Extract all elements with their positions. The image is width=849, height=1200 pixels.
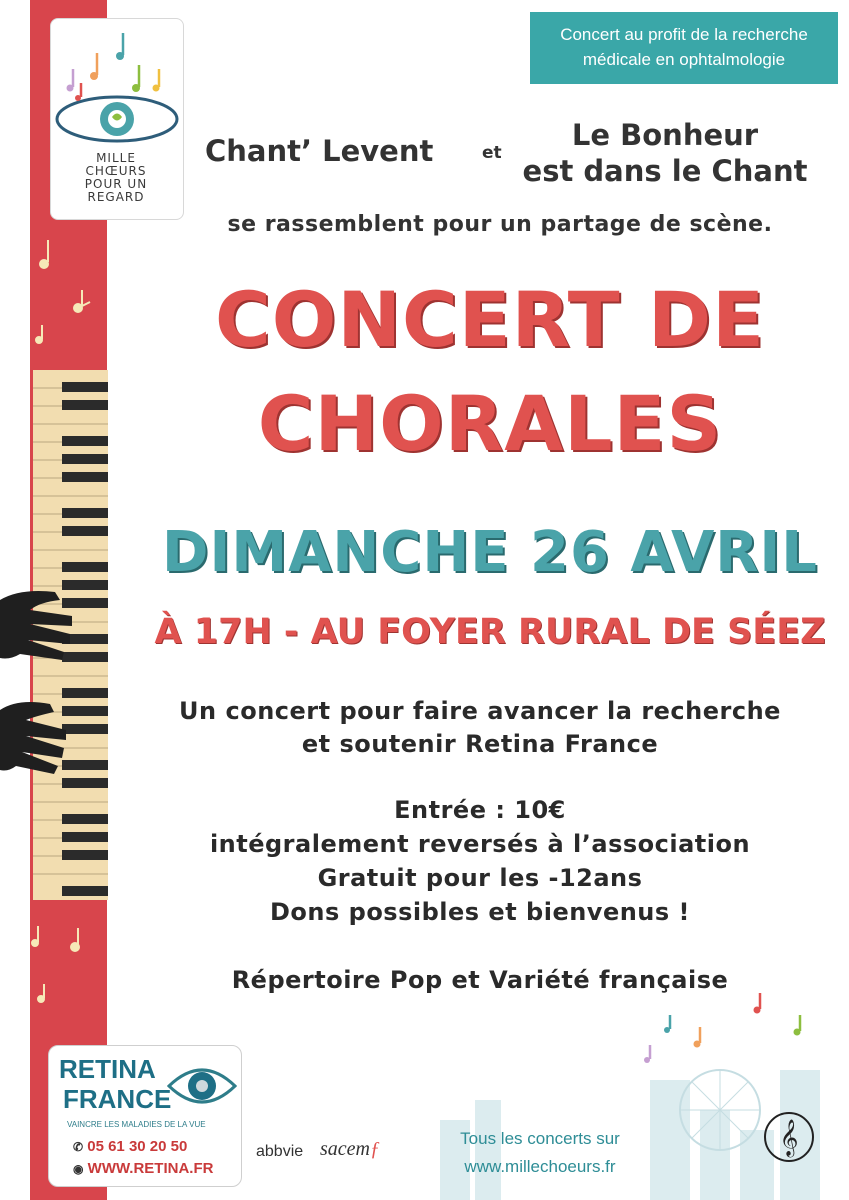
description-line-2: et soutenir Retina France: [301, 730, 659, 758]
choir-joiner: et: [482, 143, 502, 163]
eye-music-icon: [51, 19, 183, 159]
music-notes-decoration: [30, 230, 108, 370]
sacem-logo-text: sacem: [320, 1138, 370, 1160]
retina-france-logo: [48, 1045, 242, 1187]
music-notes-decoration-bottom: [30, 920, 108, 1010]
entry-note: intégralement reversés à l’association: [209, 830, 751, 858]
choir-name-2-line-1: Le Bonheur: [571, 118, 759, 152]
choir-name-2-line-2: est dans le Chant: [522, 154, 808, 188]
phone-icon: ✆: [73, 1140, 84, 1154]
globe-icon: ◉: [73, 1162, 84, 1176]
treble-clef-icon: 𝄞: [764, 1112, 814, 1162]
footer-line-1: Tous les concerts sur: [460, 1129, 620, 1148]
event-time-place: À 17H - AU FOYER RURAL DE SÉEZ: [154, 612, 826, 652]
retina-tagline: VAINCRE LES MALADIES DE LA VUE: [67, 1120, 206, 1129]
retina-website-url: WWW.RETINA.FR: [87, 1160, 214, 1177]
retina-website: [73, 1160, 213, 1177]
banner-line-1: Concert au profit de la recherche: [560, 25, 808, 44]
event-title-line-2: CHORALES: [257, 379, 723, 468]
event-date: DIMANCHE 26 AVRIL: [162, 520, 818, 585]
retina-phone-number: 05 61 30 20 50: [87, 1138, 188, 1155]
event-title: [170, 268, 810, 476]
hands-silhouette: [0, 580, 80, 810]
france-word: FRANCE: [63, 1084, 172, 1114]
event-title-line-1: CONCERT DE: [214, 275, 766, 364]
eye-icon: [167, 1054, 237, 1114]
donations-note: Dons possibles et bienvenus !: [270, 898, 690, 926]
description-line-1: Un concert pour faire avancer la recherche: [179, 697, 781, 725]
organizer-logo-text: MILLE CHŒURS POUR UN REGARD: [84, 151, 148, 204]
repertoire: Répertoire Pop et Variété française: [231, 966, 729, 994]
subtitle: se rassemblent pour un partage de scène.: [227, 212, 773, 237]
choir-name-2: [515, 117, 815, 189]
abbvie-logo: abbvie: [256, 1143, 304, 1160]
footer-text: [450, 1125, 630, 1181]
retina-phone: [73, 1138, 187, 1155]
choir-name-1: Chant’ Levent: [205, 134, 434, 168]
footer-website[interactable]: www.millechoeurs.fr: [464, 1157, 616, 1176]
sacem-logo: sacemƒ: [320, 1138, 380, 1160]
retina-word: RETINA: [59, 1054, 156, 1084]
free-under-12: Gratuit pour les -12ans: [317, 864, 643, 892]
entry-price: Entrée : 10€: [394, 796, 566, 824]
fundraising-banner: [530, 12, 838, 84]
banner-line-2: médicale en ophtalmologie: [582, 50, 786, 69]
